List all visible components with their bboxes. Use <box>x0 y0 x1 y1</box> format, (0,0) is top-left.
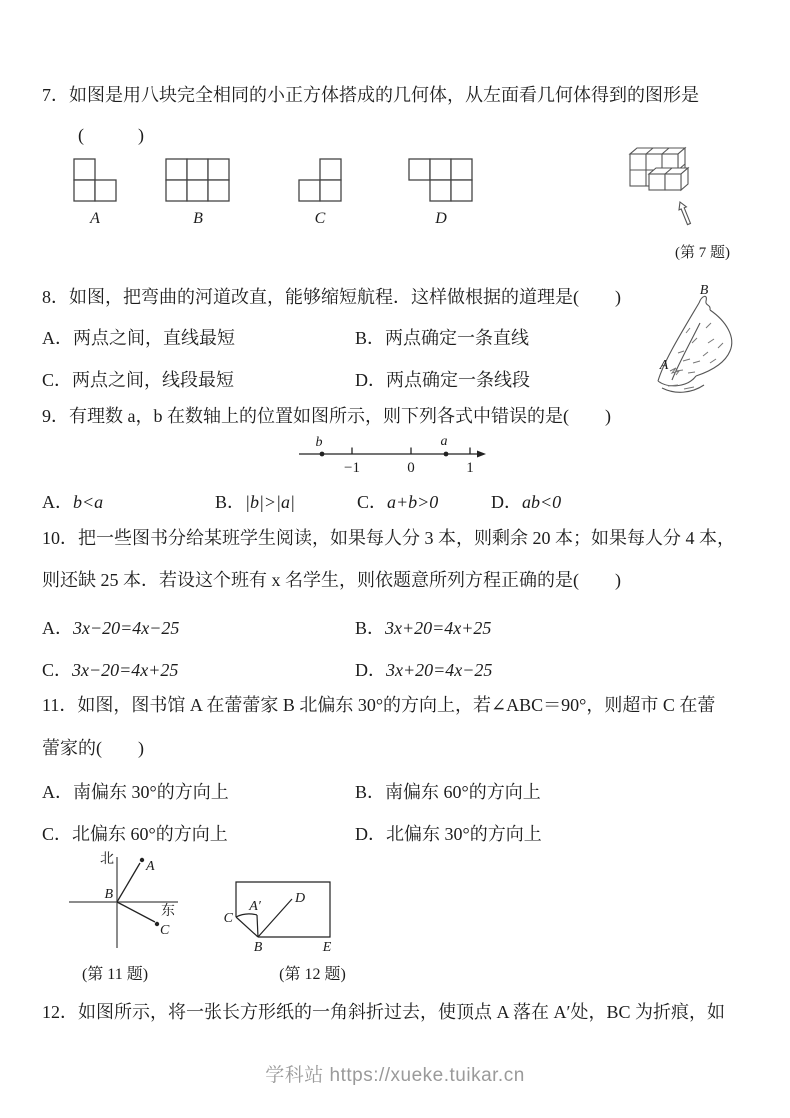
q9-number-line-figure <box>296 436 492 478</box>
q10-option-a-formula: 3x−20=4x−25 <box>73 618 180 638</box>
q10-option-c-prefix: C． <box>42 660 73 680</box>
q10-option-d-formula: 3x+20=4x−25 <box>386 660 493 680</box>
fold-lines <box>236 899 292 937</box>
q8-option-d: D．两点确定一条线段 <box>355 370 530 390</box>
point-c-label: C <box>223 911 233 926</box>
river-point-a-label: A <box>659 358 669 373</box>
q7-option-c-figure <box>298 158 342 202</box>
q11-option-a: A．南偏东 30°的方向上 <box>42 782 229 802</box>
q8-option-a: A．两点之间，直线最短 <box>42 328 235 348</box>
q9-option-a <box>42 491 103 513</box>
point-a-label: A <box>146 859 155 874</box>
question-10-text-line1: 10．把一些图书分给某班学生阅读，如果每人分 3 本，则剩余 20 本；如果每人分 4 本， <box>42 528 735 548</box>
point-a-label: a <box>440 434 448 449</box>
q7-option-c-label: C <box>314 210 326 227</box>
question-8-text: 8．如图，把弯曲的河道改直，能够缩短航程．这样做根据的道理是( ) <box>42 287 621 307</box>
point-e-label: E <box>322 940 332 955</box>
question-11-text-line1: 11．如图，图书馆 A 在蕾蕾家 B 北偏东 30°的方向上，若∠ABC＝90°，则超市 C 在蕾 <box>42 695 716 715</box>
q12-fold-figure <box>213 874 348 959</box>
question-11-text-line2: 蕾家的( ) <box>42 738 144 758</box>
q10-option-a-prefix: A． <box>42 618 73 638</box>
q9-option-d <box>491 491 561 513</box>
north-label: 北 <box>100 852 114 867</box>
q10-option-b-formula: 3x+20=4x+25 <box>385 618 492 638</box>
q9-option-b <box>215 491 295 513</box>
q7-option-a-figure <box>73 158 117 202</box>
l-shape-right <box>299 159 341 201</box>
q11-option-d: D．北偏东 30°的方向上 <box>355 824 542 844</box>
q7-option-a-label: A <box>90 210 100 227</box>
point-b-label: b <box>315 435 323 450</box>
site-watermark: 学科站 https://xueke.tuikar.cn <box>265 1065 525 1086</box>
q7-option-b-label: B <box>193 210 203 227</box>
q10-option-c <box>42 659 178 681</box>
axis-arrowhead <box>477 451 486 458</box>
q7-cube-solid-figure <box>628 146 708 236</box>
point-a-dot <box>140 858 144 862</box>
q11-figure-caption: (第 11 题) <box>81 966 149 983</box>
q10-option-c-formula: 3x−20=4x+25 <box>72 660 179 680</box>
l-shape-left <box>74 159 116 201</box>
q10-option-d-prefix: D． <box>355 660 386 680</box>
q9-option-c-formula: a+b>0 <box>387 492 439 512</box>
q9-option-c-prefix: C． <box>357 492 388 512</box>
tick-label-1: 1 <box>466 460 474 476</box>
question-7-answer-blank: ( ) <box>78 125 150 145</box>
point-c-dot <box>155 922 159 926</box>
point-b-dot <box>320 452 325 457</box>
point-a-prime-label: A′ <box>249 899 261 914</box>
q12-figure-caption: (第 12 题) <box>279 966 346 983</box>
question-10-text-line2: 则还缺 25 本．若设这个班有 x 名学生，则依题意所列方程正确的是( ) <box>42 570 621 590</box>
river-point-b-label: B <box>699 283 709 298</box>
question-12-text: 12．如图所示，将一张长方形纸的一角斜折过去，使顶点 A 落在 A′处，BC 为折痕，如 <box>42 1002 725 1022</box>
point-b-label: B <box>253 940 263 955</box>
point-a-dot <box>444 452 449 457</box>
q9-option-b-formula: |b|>|a| <box>245 492 295 512</box>
q9-option-c <box>357 491 438 513</box>
view-direction-arrow-icon <box>679 202 691 225</box>
q9-option-d-formula: ab<0 <box>522 492 562 512</box>
q11-bearing-figure <box>38 846 193 958</box>
cube-front-pair <box>649 168 688 190</box>
q9-option-b-prefix: B． <box>215 492 246 512</box>
point-d-label: D <box>295 891 306 906</box>
q11-option-b: B．南偏东 60°的方向上 <box>355 782 541 802</box>
q9-option-d-prefix: D． <box>491 492 522 512</box>
east-label: 东 <box>161 904 175 919</box>
q8-river-figure <box>648 283 763 401</box>
grid-3x2 <box>166 159 229 201</box>
question-7-text: 7．如图是用八块完全相同的小正方体搭成的几何体，从左面看几何体得到的图形是 <box>42 85 699 105</box>
q9-option-a-formula: b<a <box>73 492 104 512</box>
q10-option-b-prefix: B． <box>355 618 386 638</box>
q7-option-d-figure <box>408 158 474 202</box>
point-b-label: B <box>104 887 113 902</box>
tick-label-minus1: −1 <box>344 460 360 476</box>
row3-plus-2 <box>409 159 472 201</box>
q8-option-c: C．两点之间，线段最短 <box>42 370 235 390</box>
q9-option-a-prefix: A． <box>42 492 73 512</box>
question-9-text: 9．有理数 a，b 在数轴上的位置如图所示，则下列各式中错误的是( ) <box>42 406 611 426</box>
q7-option-d-label: D <box>435 210 447 227</box>
tick-label-0: 0 <box>407 460 415 476</box>
q10-option-b <box>355 617 491 639</box>
point-c-label: C <box>160 923 170 938</box>
axis <box>299 448 483 455</box>
q11-option-c: C．北偏东 60°的方向上 <box>42 824 228 844</box>
q10-option-d <box>355 659 492 681</box>
q7-figure-caption: (第 7 题) <box>675 245 730 261</box>
q7-option-b-figure <box>165 158 231 202</box>
q10-option-a <box>42 617 179 639</box>
q8-option-b: B．两点确定一条直线 <box>355 328 530 348</box>
river-banks <box>658 296 732 392</box>
